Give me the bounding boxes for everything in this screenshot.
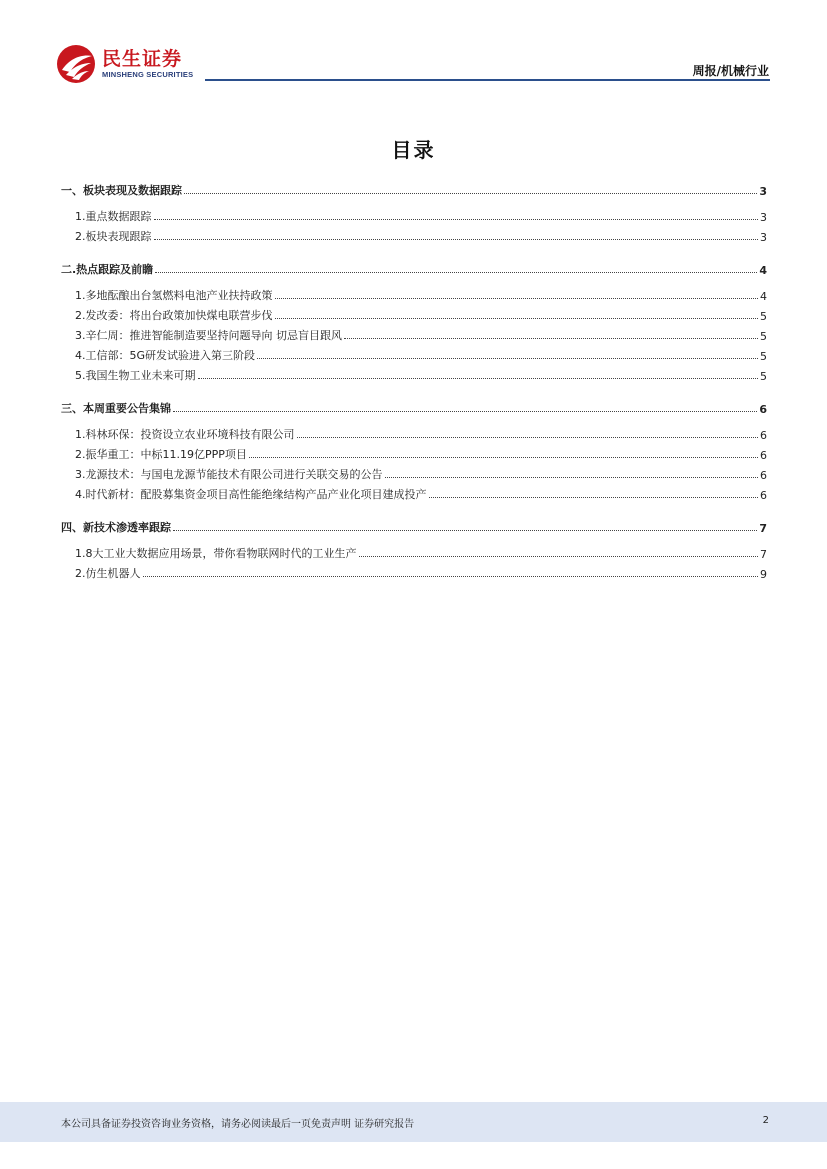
toc-item-label: 4.时代新材：配股募集资金项目高性能绝缘结构产品产业化项目建成投产: [75, 488, 427, 501]
toc-section-label: 一、板块表现及数据跟踪: [61, 184, 182, 197]
toc-item-label: 3.辛仁周：推进智能制造要坚持问题导向 切忌盲目跟风: [75, 329, 342, 342]
toc-leader-dots: [249, 457, 758, 458]
toc-leader-dots: [173, 411, 757, 412]
footer-page-number: 2: [762, 1115, 769, 1126]
toc-item-label: 4.工信部：5G研发试验进入第三阶段: [75, 349, 256, 362]
page-footer: [0, 1102, 827, 1142]
toc-leader-dots: [297, 437, 759, 438]
toc-item-label: 1.8大工业大数据应用场景，带你看物联网时代的工业生产: [75, 547, 357, 560]
toc-item-label: 1.多地酝酿出台氢燃料电池产业扶持政策: [75, 289, 273, 302]
toc-page-number: 5: [760, 370, 767, 383]
toc-item[interactable]: [61, 561, 767, 581]
toc-leader-dots: [344, 338, 758, 339]
toc-item-label: 5.我国生物工业未来可期: [75, 369, 196, 382]
toc-page-number: 3: [760, 211, 767, 224]
toc-item[interactable]: [61, 363, 767, 383]
toc-page-number: 4: [760, 290, 767, 303]
toc-page-number: 3: [759, 185, 767, 198]
logo-english-name: MINSHENG SECURITIES: [102, 70, 194, 79]
toc-item[interactable]: [61, 204, 767, 224]
toc-leader-dots: [173, 530, 757, 531]
page-title: 目录: [391, 138, 436, 162]
toc-item[interactable]: [61, 323, 767, 343]
toc-item[interactable]: [61, 224, 767, 244]
toc-leader-dots: [155, 272, 757, 273]
toc-leader-dots: [198, 378, 759, 379]
toc-item-label: 1.重点数据跟踪: [75, 210, 152, 223]
toc-page-number: 4: [759, 264, 767, 277]
toc-item[interactable]: [61, 462, 767, 482]
toc-item[interactable]: [61, 303, 767, 323]
toc-page-number: 6: [760, 469, 767, 482]
toc-page-number: 9: [760, 568, 767, 581]
report-type: 周报/机械行业: [692, 64, 769, 78]
page-header: [0, 0, 827, 90]
toc-leader-dots: [275, 318, 759, 319]
footer-disclaimer: 本公司具备证券投资咨询业务资格，请务必阅读最后一页免责声明 证券研究报告: [61, 1119, 415, 1130]
toc-page-number: 6: [760, 489, 767, 502]
toc-item[interactable]: [61, 343, 767, 363]
minsheng-logo-icon: [56, 44, 96, 84]
toc-item-label: 2.发改委：将出台政策加快煤电联营步伐: [75, 309, 273, 322]
toc-page-number: 6: [760, 449, 767, 462]
toc-leader-dots: [359, 556, 759, 557]
toc-section-4[interactable]: [61, 515, 767, 535]
company-logo: [56, 44, 216, 84]
toc-section-label: 三、本周重要公告集锦: [61, 402, 171, 415]
toc-page-number: 3: [760, 231, 767, 244]
toc-section-1[interactable]: [61, 178, 767, 198]
toc-page-number: 7: [760, 548, 767, 561]
logo-chinese-name: 民生证券: [102, 48, 183, 70]
toc-section-2[interactable]: [61, 257, 767, 277]
toc-leader-dots: [143, 576, 759, 577]
toc-item-label: 2.仿生机器人: [75, 567, 141, 580]
toc-leader-dots: [257, 358, 758, 359]
header-divider: [205, 79, 770, 81]
toc-leader-dots: [184, 193, 757, 194]
table-of-contents: [61, 178, 767, 581]
toc-page-number: 5: [760, 330, 767, 343]
toc-item[interactable]: [61, 422, 767, 442]
toc-item[interactable]: [61, 283, 767, 303]
toc-item-label: 1.科林环保：投资设立农业环境科技有限公司: [75, 428, 295, 441]
toc-leader-dots: [275, 298, 759, 299]
toc-leader-dots: [154, 239, 759, 240]
toc-leader-dots: [429, 497, 759, 498]
toc-item-label: 3.龙源技术：与国电龙源节能技术有限公司进行关联交易的公告: [75, 468, 383, 481]
toc-page-number: 6: [760, 429, 767, 442]
toc-section-label: 四、新技术渗透率跟踪: [61, 521, 171, 534]
toc-item-label: 2.板块表现跟踪: [75, 230, 152, 243]
toc-item-label: 2.振华重工：中标11.19亿PPP项目: [75, 448, 247, 461]
toc-leader-dots: [385, 477, 759, 478]
toc-item[interactable]: [61, 541, 767, 561]
toc-section-3[interactable]: [61, 396, 767, 416]
toc-page-number: 5: [760, 350, 767, 363]
toc-item[interactable]: [61, 482, 767, 502]
toc-item[interactable]: [61, 442, 767, 462]
toc-page-number: 5: [760, 310, 767, 323]
toc-page-number: 6: [759, 403, 767, 416]
toc-page-number: 7: [759, 522, 767, 535]
toc-section-label: 二.热点跟踪及前瞻: [61, 263, 154, 276]
toc-leader-dots: [154, 219, 759, 220]
